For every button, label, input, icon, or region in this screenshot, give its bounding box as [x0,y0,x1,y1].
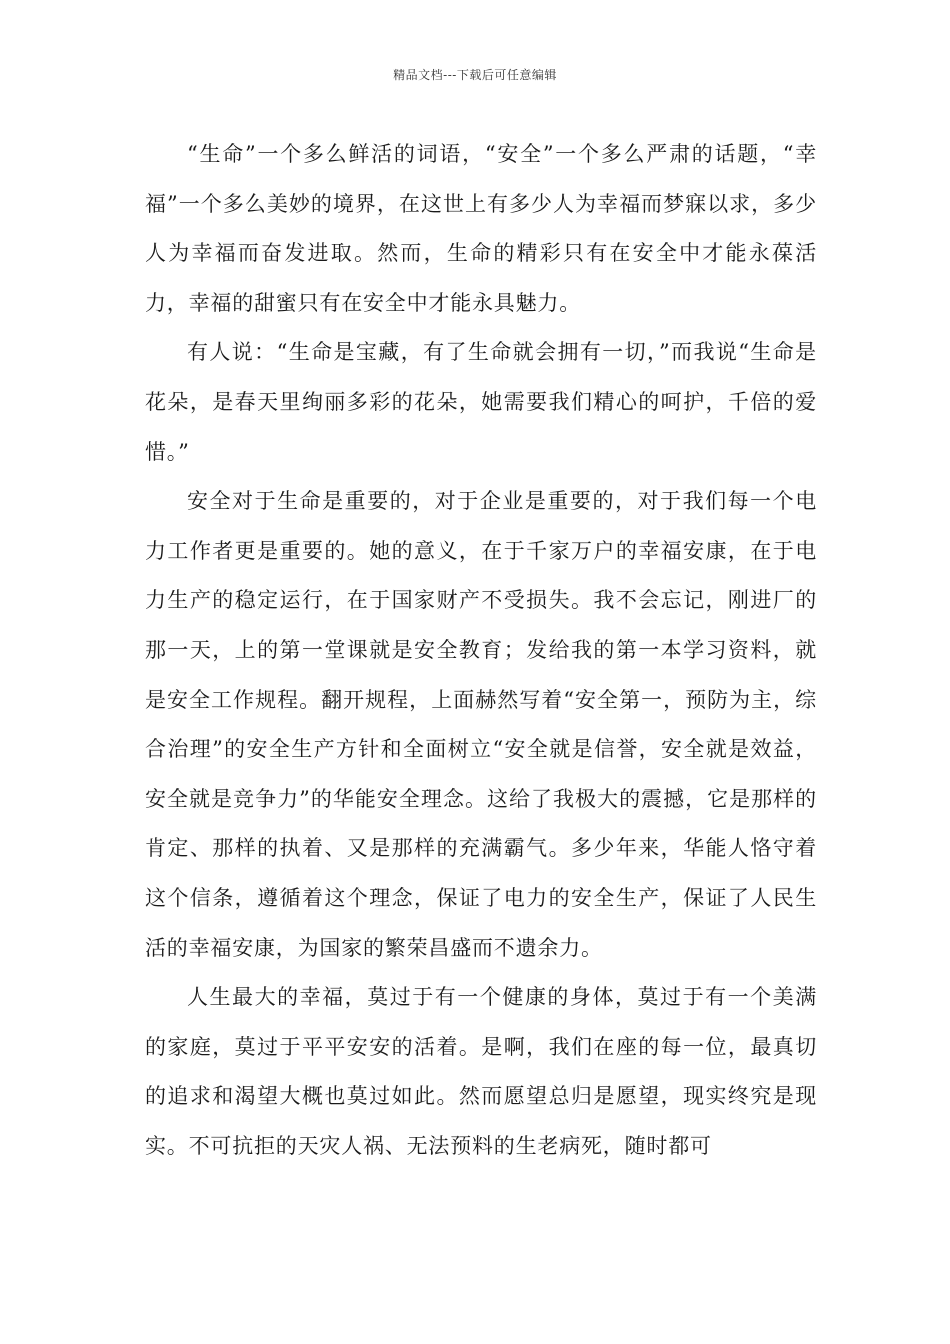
page-header: 精品文档---下载后可任意编辑 [393,68,557,82]
paragraph-1: “生命”一个多么鲜活的词语，“安全”一个多么严肃的话题，“幸福”一个多么美妙的境界，在这世上有多少人为幸福而梦寐以求，多少人为幸福而奋发进取。然而，生命的精彩只有在安全中才能永葆活力，幸福的甜蜜只有在安全中才能永具魅力。 [145,142,817,315]
paragraph-4: 人生最大的幸福，莫过于有一个健康的身体，莫过于有一个美满的家庭，莫过于平平安安的活着。是啊，我们在座的每一位，最真切的追求和渴望大概也莫过如此。然而愿望总归是愿望，现实终究是现实。不可抗拒的天灾人祸、无法预料的生老病死，随时都可 [145,985,817,1158]
paragraph-2: 有人说：“生命是宝藏，有了生命就会拥有一切，”而我说“生命是花朵，是春天里绚丽多彩的花朵，她需要我们精心的呵护，千倍的爱惜。” [145,340,817,464]
document-body [145,130,817,1171]
paragraph-3: 安全对于生命是重要的，对于企业是重要的，对于我们每一个电力工作者更是重要的。她的意义，在于千家万户的幸福安康，在于电力生产的稳定运行，在于国家财产不受损失。我不会忘记，刚进厂的那一天，上的第一堂课就是安全教育；发给我的第一本学习资料，就是安全工作规程。翻开规程，上面赫然写着“安全第一，预防为主，综合治理”的安全生产方针和全面树立“安全就是信誉，安全就是效益，安全就是竞争力”的华能安全理念。这给了我极大的震撼，它是那样的肯定、那样的执着、又是那样的充满霸气。多少年来，华能人恪守着这个信条，遵循着这个理念，保证了电力的安全生产，保证了人民生活的幸福安康，为国家的繁荣昌盛而不遗余力。 [145,489,817,960]
